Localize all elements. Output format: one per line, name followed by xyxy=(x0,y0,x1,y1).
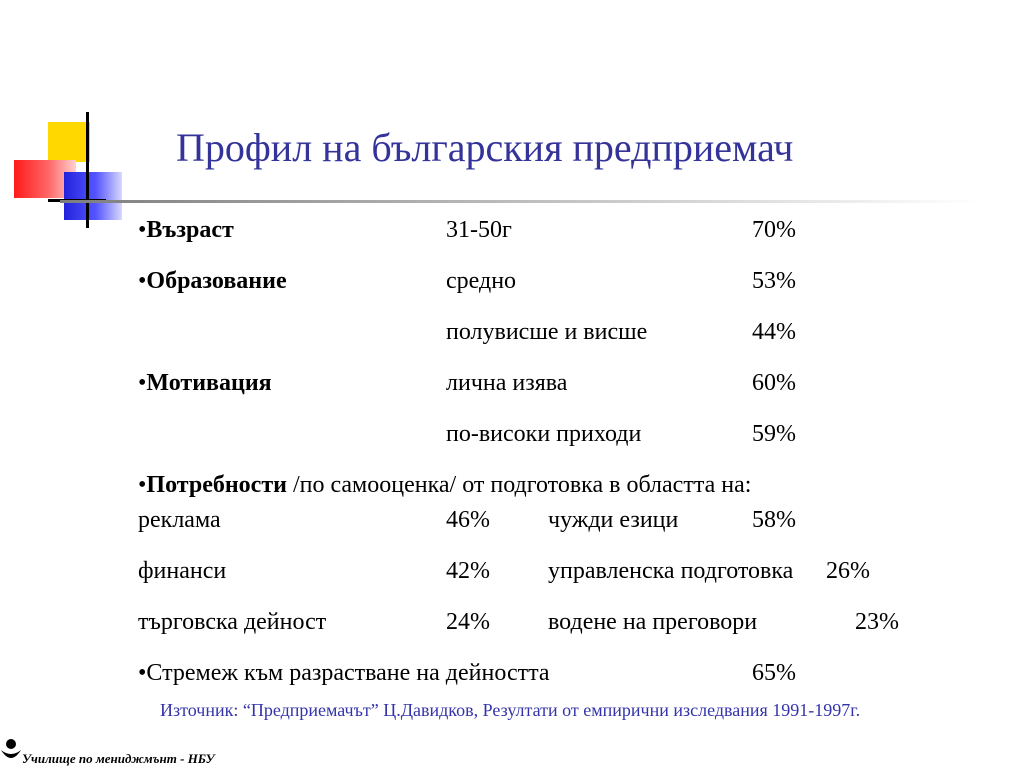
growth-pct: 65% xyxy=(752,660,796,686)
motivation-label: •Мотивация xyxy=(138,370,272,396)
needs-heading: •Потребности /по самооценка/ от подготовка в областта на: xyxy=(138,472,752,498)
motivation2-pct: 59% xyxy=(752,421,796,447)
needs-item-b: водене на преговори xyxy=(548,609,758,635)
growth-label: •Стремеж към разрастване на дейността xyxy=(138,660,550,686)
needs-item-b-pct: 58% xyxy=(752,507,796,533)
motivation-pct: 60% xyxy=(752,370,796,396)
education2-value: полувисше и висше xyxy=(446,319,648,345)
logo-yellow-square xyxy=(48,122,90,162)
needs-item-a-pct: 42% xyxy=(446,558,490,584)
needs-item-a: реклама xyxy=(138,507,221,533)
school-logo-icon xyxy=(0,738,22,764)
footer-text: Училище по мениджмънт - НБУ xyxy=(22,751,215,766)
education2-pct: 44% xyxy=(752,319,796,345)
needs-item-a: финанси xyxy=(138,558,227,584)
needs-item-b-pct: 26% xyxy=(826,558,870,584)
age-value: 31-50г xyxy=(446,217,512,243)
needs-item-b-pct: 23% xyxy=(855,609,899,635)
needs-item-a-pct: 46% xyxy=(446,507,490,533)
education-value: средно xyxy=(446,268,517,294)
education-label: •Образование xyxy=(138,268,287,294)
needs-item-a: търговска дейност xyxy=(138,609,327,635)
needs-item-a-pct: 24% xyxy=(446,609,490,635)
education-pct: 53% xyxy=(752,268,796,294)
age-pct: 70% xyxy=(752,217,796,243)
logo-blue-square xyxy=(64,172,122,220)
age-label: •Възраст xyxy=(138,217,234,243)
motivation-value: лична изява xyxy=(446,370,568,396)
source-note: Източник: “Предприемачът” Ц.Давидков, Резултати от емпирични изследвания 1991-1997г. xyxy=(160,700,861,720)
motivation2-value: по-високи приходи xyxy=(446,421,642,447)
needs-item-b: управленска подготовка xyxy=(548,558,794,584)
logo-vertical-line xyxy=(86,112,89,228)
needs-item-b: чужди езици xyxy=(548,507,679,533)
slide-title: Профил на българския предприемач xyxy=(176,125,794,170)
title-underline xyxy=(60,200,980,203)
